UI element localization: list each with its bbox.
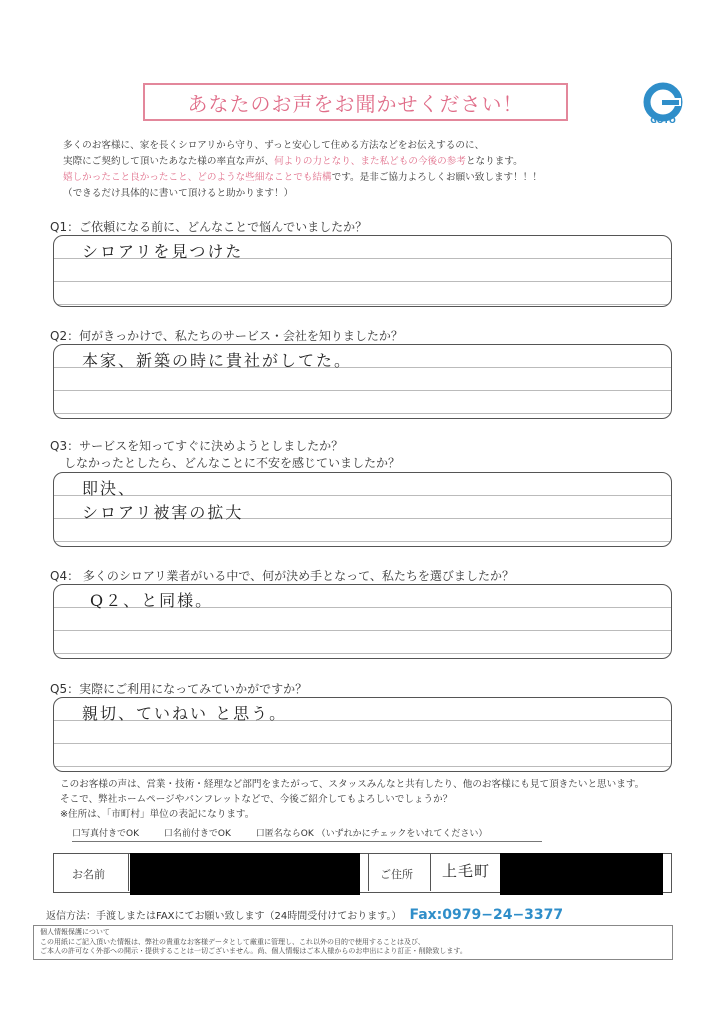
divider <box>368 854 369 891</box>
privacy-notice <box>33 925 673 960</box>
intro-line-2b: 何よりの力となり、また私どもの今後の参考 <box>274 156 466 167</box>
privacy-title: 個人情報保護について <box>40 928 110 936</box>
intro-line-4: （できるだけ具体的に書いて頂けると助かります！） <box>63 188 294 199</box>
question-3-label-2: しなかったとしたら、どんなことに不安を感じていましたか？ <box>64 456 401 470</box>
intro-line-2a: 実際にご契約して頂いたあなた様の率直な声が、 <box>63 156 275 167</box>
intro-line-3a: 嬉しかったこと良かったこと、どのような些細なことでも結構 <box>63 172 332 183</box>
intro-line-2c: となります。 <box>465 156 523 167</box>
anonymous-ok-checkbox[interactable]: 口匿名ならOK （いずれかにチェックをいれてください） <box>255 829 488 839</box>
return-method <box>46 907 563 923</box>
answer-box-3[interactable] <box>53 472 672 547</box>
question-3-label: Q3：サービスを知ってすぐに決めようとしましたか？ <box>50 439 344 453</box>
consent-line-2: そこで、弊社ホームページやパンフレットなどで、今後ご紹介してもよろしいでしょうか？ <box>60 794 453 805</box>
logo-text: GOTO <box>650 116 676 125</box>
privacy-line-2: ご本人の許可なく外部への開示・提供することは一切ございません。尚、個人情報はご本人様からのお申出により訂正・削除致します。 <box>40 947 467 955</box>
question-5-label: Q5：実際にご利用になってみていかがですか？ <box>50 682 308 696</box>
return-method-text: 返信方法：手渡しまたはFAXにてお願い致します（24時間受付けております。） <box>46 911 402 922</box>
answer-box-2[interactable] <box>53 344 672 419</box>
address-redacted <box>500 853 663 895</box>
question-4-label: Q4： 多くのシロアリ業者がいる中で、何が決め手となって、私たちを選びましたか？ <box>50 569 514 583</box>
answer-3-text-2: シロアリ被害の拡大 <box>82 503 244 522</box>
name-redacted <box>130 853 360 895</box>
customer-info-box <box>53 853 672 893</box>
intro-line-3b: です。是非ご協力よろしくお願い致します！！！ <box>331 172 542 183</box>
answer-box-5[interactable] <box>53 697 672 772</box>
privacy-line-1: この用紙にご記入頂いた情報は、弊社の貴重なお客様データとして厳重に管理し、これ以外の目的で使用することは及び、 <box>40 937 425 946</box>
name-label: お名前 <box>72 868 105 881</box>
consent-line-3: ※住所は、「市町村」単位の表記になります。 <box>60 809 255 820</box>
intro-text <box>63 138 663 202</box>
consent-options <box>72 826 542 842</box>
address-label: ご住所 <box>380 868 413 881</box>
answer-5-text: 親切、ていねい と思う。 <box>82 704 288 723</box>
answer-3-text-1: 即決、 <box>82 479 137 498</box>
answer-box-1[interactable] <box>53 235 672 307</box>
page-title <box>143 83 568 121</box>
answer-box-4[interactable] <box>53 584 672 659</box>
divider <box>430 854 431 891</box>
question-1-label: Q1：ご依頼になる前に、どんなことで悩んでいましたか？ <box>50 220 368 234</box>
intro-line-2 <box>63 154 663 170</box>
consent-line-1: このお客様の声は、営業・技術・経理など部門をまたがって、スタッスみんなと共有したり、他のお客様にも見て頂きたいと思います。 <box>60 779 645 790</box>
answer-4-text: Q２、と同様。 <box>90 591 214 610</box>
name-ok-checkbox[interactable]: 口名前付きでOK <box>163 829 231 839</box>
question-2-label: Q2：何がきっかけで、私たちのサービス・会社を知りましたか？ <box>50 329 403 343</box>
fax-number: Fax:0979−24−3377 <box>409 907 564 923</box>
answer-1-text: シロアリを見つけた <box>82 242 244 261</box>
intro-line-3 <box>63 170 663 186</box>
answer-2-text: 本家、新築の時に貴社がしてた。 <box>82 351 353 370</box>
page-title-text: あなたのお声をお聞かせください！ <box>187 91 524 116</box>
photo-ok-checkbox[interactable]: 口写真付きでOK <box>72 829 139 839</box>
consent-text <box>60 777 690 822</box>
divider <box>128 854 129 891</box>
intro-line-1: 多くのお客様に、家を長くシロアリから守り、ずっと安心して住める方法などをお伝えするのに、 <box>63 140 485 151</box>
address-handwritten: 上毛町 <box>442 862 491 880</box>
